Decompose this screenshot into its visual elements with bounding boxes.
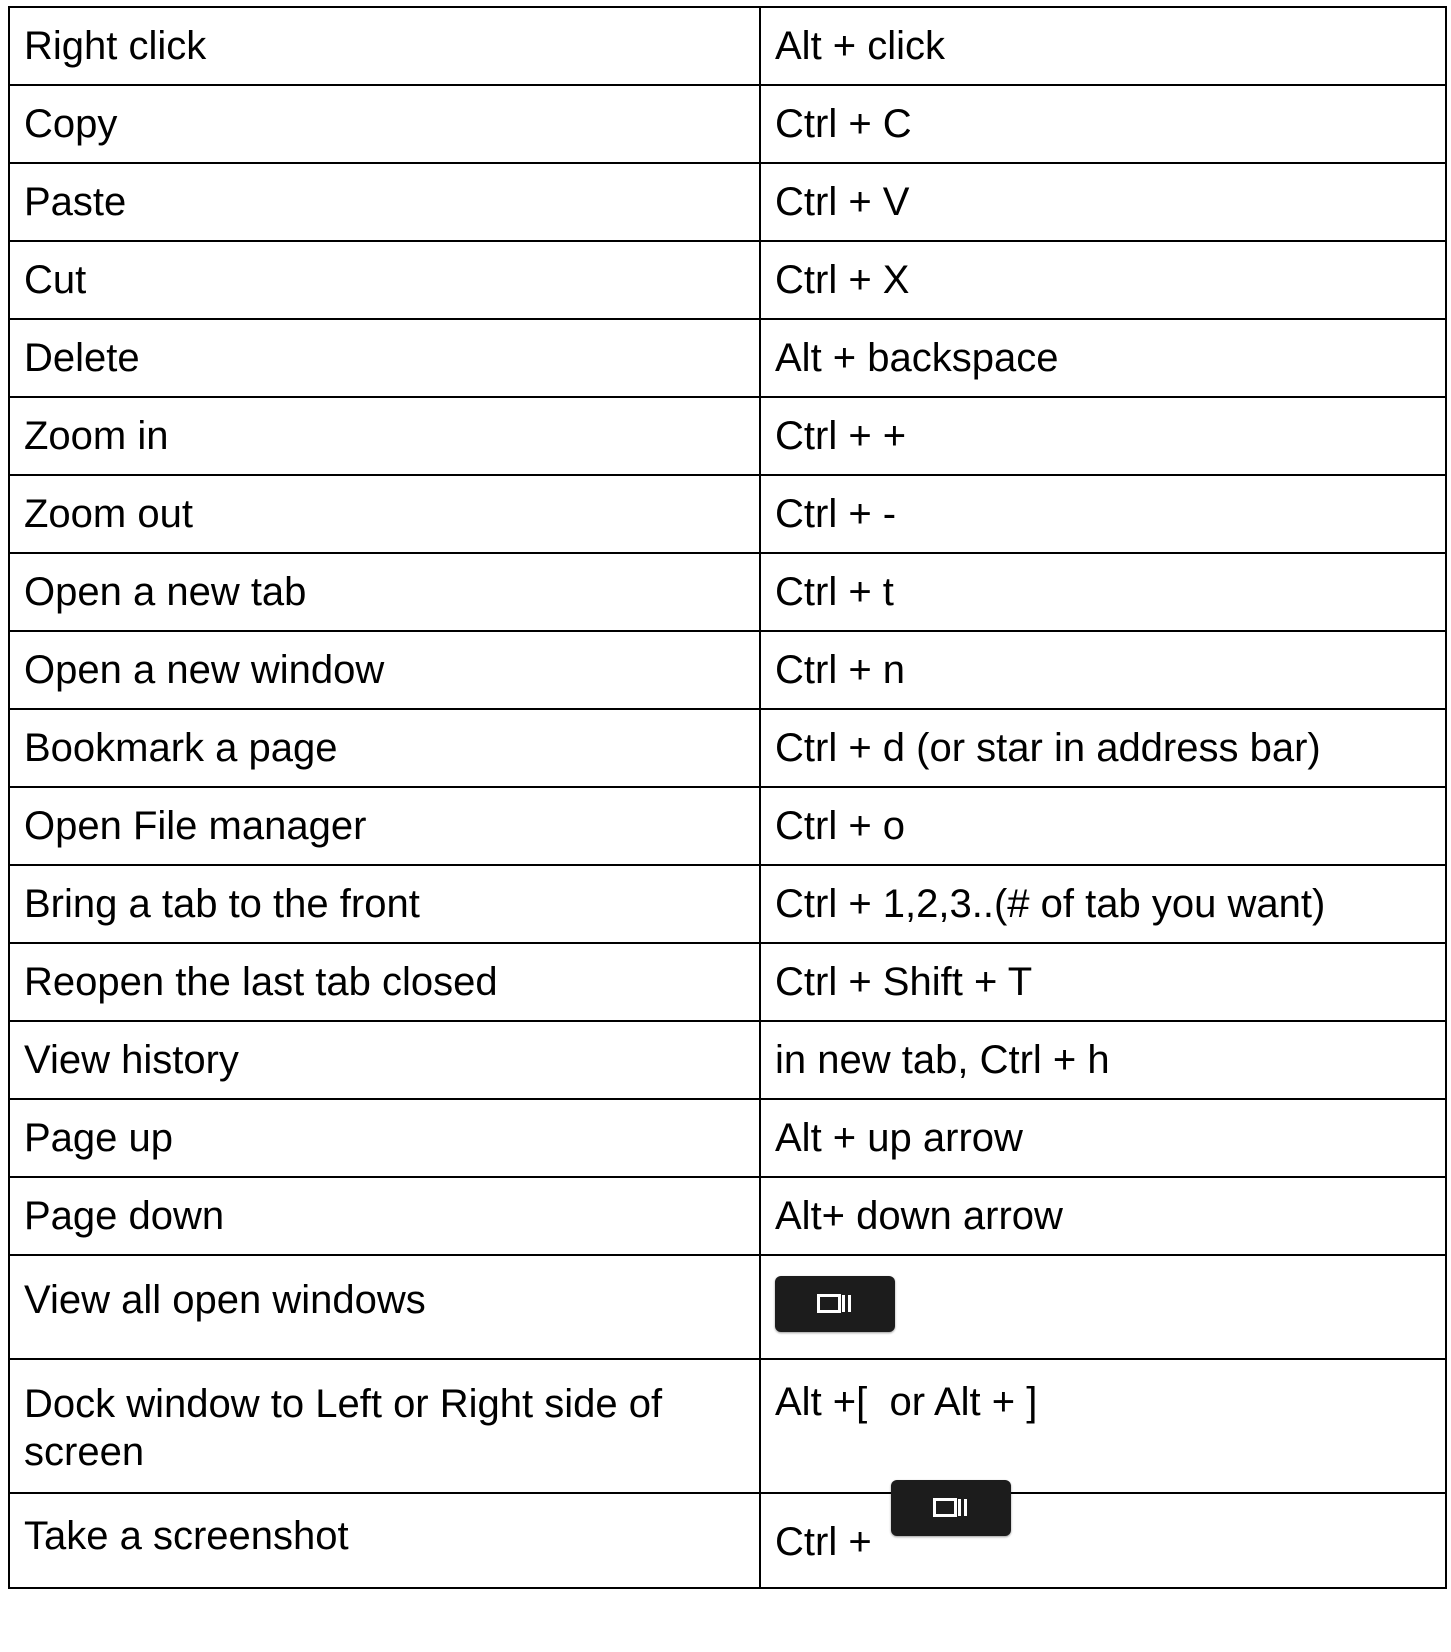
shortcut-cell [760, 1493, 1446, 1588]
action-cell: Open a new window [9, 631, 760, 709]
action-cell: Zoom in [9, 397, 760, 475]
action-cell: Reopen the last tab closed [9, 943, 760, 1021]
table-row [9, 1359, 1446, 1493]
shortcut-cell: Ctrl + n [760, 631, 1446, 709]
shortcut-cell: Ctrl + t [760, 553, 1446, 631]
action-cell: Page up [9, 1099, 760, 1177]
table-row [9, 1177, 1446, 1255]
action-cell: View history [9, 1021, 760, 1099]
show-windows-key-icon [775, 1276, 895, 1332]
show-windows-key-icon [891, 1480, 1011, 1536]
action-cell: Open File manager [9, 787, 760, 865]
action-cell: Delete [9, 319, 760, 397]
table-row [9, 631, 1446, 709]
shortcut-cell: Alt + up arrow [760, 1099, 1446, 1177]
shortcut-cell: Ctrl + V [760, 163, 1446, 241]
table-row [9, 709, 1446, 787]
shortcut-cell: in new tab, Ctrl + h [760, 1021, 1446, 1099]
action-cell: Bring a tab to the front [9, 865, 760, 943]
table-row [9, 943, 1446, 1021]
shortcut-cell: Ctrl + C [760, 85, 1446, 163]
table-row [9, 475, 1446, 553]
action-cell: Page down [9, 1177, 760, 1255]
shortcuts-table [8, 6, 1447, 1589]
table-row [9, 7, 1446, 85]
action-cell: Open a new tab [9, 553, 760, 631]
action-cell: Cut [9, 241, 760, 319]
shortcut-cell: Alt+ down arrow [760, 1177, 1446, 1255]
shortcut-cell: Ctrl + + [760, 397, 1446, 475]
shortcut-cell: Ctrl + o [760, 787, 1446, 865]
shortcut-cell: Ctrl + - [760, 475, 1446, 553]
shortcut-prefix: Ctrl + [775, 1520, 872, 1564]
action-cell: Copy [9, 85, 760, 163]
table-row [9, 1255, 1446, 1359]
action-cell: Bookmark a page [9, 709, 760, 787]
table-row [9, 397, 1446, 475]
table-row [9, 1021, 1446, 1099]
shortcut-cell: Ctrl + Shift + T [760, 943, 1446, 1021]
table-row [9, 163, 1446, 241]
shortcut-cell: Alt + click [760, 7, 1446, 85]
action-cell: Right click [9, 7, 760, 85]
table-row [9, 787, 1446, 865]
shortcut-cell: Alt + backspace [760, 319, 1446, 397]
shortcut-cell: Ctrl + X [760, 241, 1446, 319]
table-row [9, 553, 1446, 631]
action-cell: Zoom out [9, 475, 760, 553]
table-row [9, 319, 1446, 397]
action-cell: View all open windows [9, 1255, 760, 1359]
table-row [9, 1099, 1446, 1177]
shortcut-cell [760, 1255, 1446, 1359]
table-row [9, 865, 1446, 943]
shortcut-cell: Ctrl + 1,2,3..(# of tab you want) [760, 865, 1446, 943]
action-cell: Paste [9, 163, 760, 241]
shortcut-cell: Ctrl + d (or star in address bar) [760, 709, 1446, 787]
shortcut-cell: Alt +[ or Alt + ] [760, 1359, 1446, 1493]
table-row [9, 241, 1446, 319]
action-cell: Dock window to Left or Right side of screen [9, 1359, 760, 1493]
table-row [9, 85, 1446, 163]
action-cell: Take a screenshot [9, 1493, 760, 1588]
table-row [9, 1493, 1446, 1588]
